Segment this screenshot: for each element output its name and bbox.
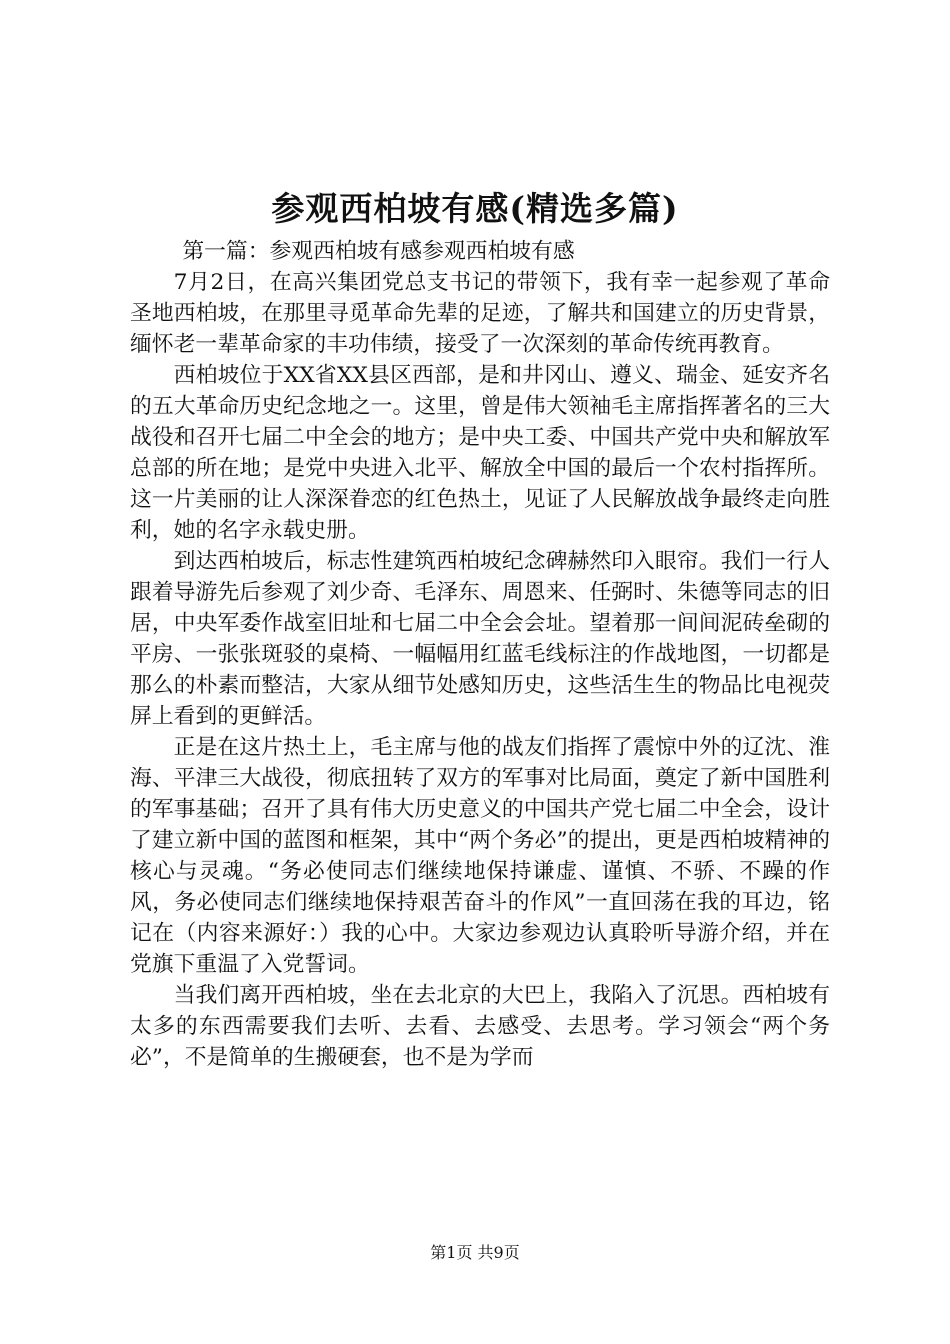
body-paragraph: 7月2日，在高兴集团党总支书记的带领下，我有幸一起参观了革命圣地西柏坡，在那里寻觅革命先辈的足迹，了解共和国建立的历史背景，缅怀老一辈革命家的丰功伟绩，接受了一次深刻的革命传统再教育。	[130, 270, 830, 357]
body-paragraph: 当我们离开西柏坡，坐在去北京的大巴上，我陷入了沉思。西柏坡有太多的东西需要我们去听、去看、去感受、去思考。学习领会“两个务必”，不是简单的生搬硬套，也不是为学而	[130, 983, 830, 1070]
section-heading: 第一篇：参观西柏坡有感参观西柏坡有感	[182, 239, 575, 264]
page-footer: 第1页 共9页	[430, 1243, 520, 1262]
body-paragraph: 到达西柏坡后，标志性建筑西柏坡纪念碑赫然印入眼帘。我们一行人跟着导游先后参观了刘少奇、毛泽东、周恩来、任弼时、朱德等同志的旧居，中央军委作战室旧址和七届二中全会会址。望着那一间间泥砖垒砌的平房、一张张斑驳的桌椅、一幅幅用红蓝毛线标注的作战地图，一切都是那么的朴素而整洁，大家从细节处感知历史，这些活生生的物品比电视荧屏上看到的更鲜活。	[130, 549, 830, 729]
document-title: 参观西柏坡有感(精选多篇)	[271, 189, 679, 228]
document-body	[130, 236, 830, 1073]
body-paragraph: 西柏坡位于XX省XX县区西部，是和井冈山、遵义、瑞金、延安齐名的五大革命历史纪念地之一。这里，曾是伟大领袖毛主席指挥著名的三大战役和召开七届二中全会的地方；是中央工委、中国共产党中央和解放军总部的所在地；是党中央进入北平、解放全中国的最后一个农村指挥所。这一片美丽的让人深深眷恋的红色热土，见证了人民解放战争最终走向胜利，她的名字永载史册。	[130, 363, 830, 543]
body-paragraph: 正是在这片热土上，毛主席与他的战友们指挥了震惊中外的辽沈、淮海、平津三大战役，彻底扭转了双方的军事对比局面，奠定了新中国胜利的军事基础；召开了具有伟大历史意义的中国共产党七届二中全会，设计了建立新中国的蓝图和框架，其中“两个务必”的提出，更是西柏坡精神的核心与灵魂。“务必使同志们继续地保持谦虚、谨慎、不骄、不躁的作风，务必使同志们继续地保持艰苦奋斗的作风”一直回荡在我的耳边，铭记在（内容来源好：）我的心中。大家边参观边认真聆听导游介绍，并在党旗下重温了入党誓词。	[130, 735, 830, 977]
